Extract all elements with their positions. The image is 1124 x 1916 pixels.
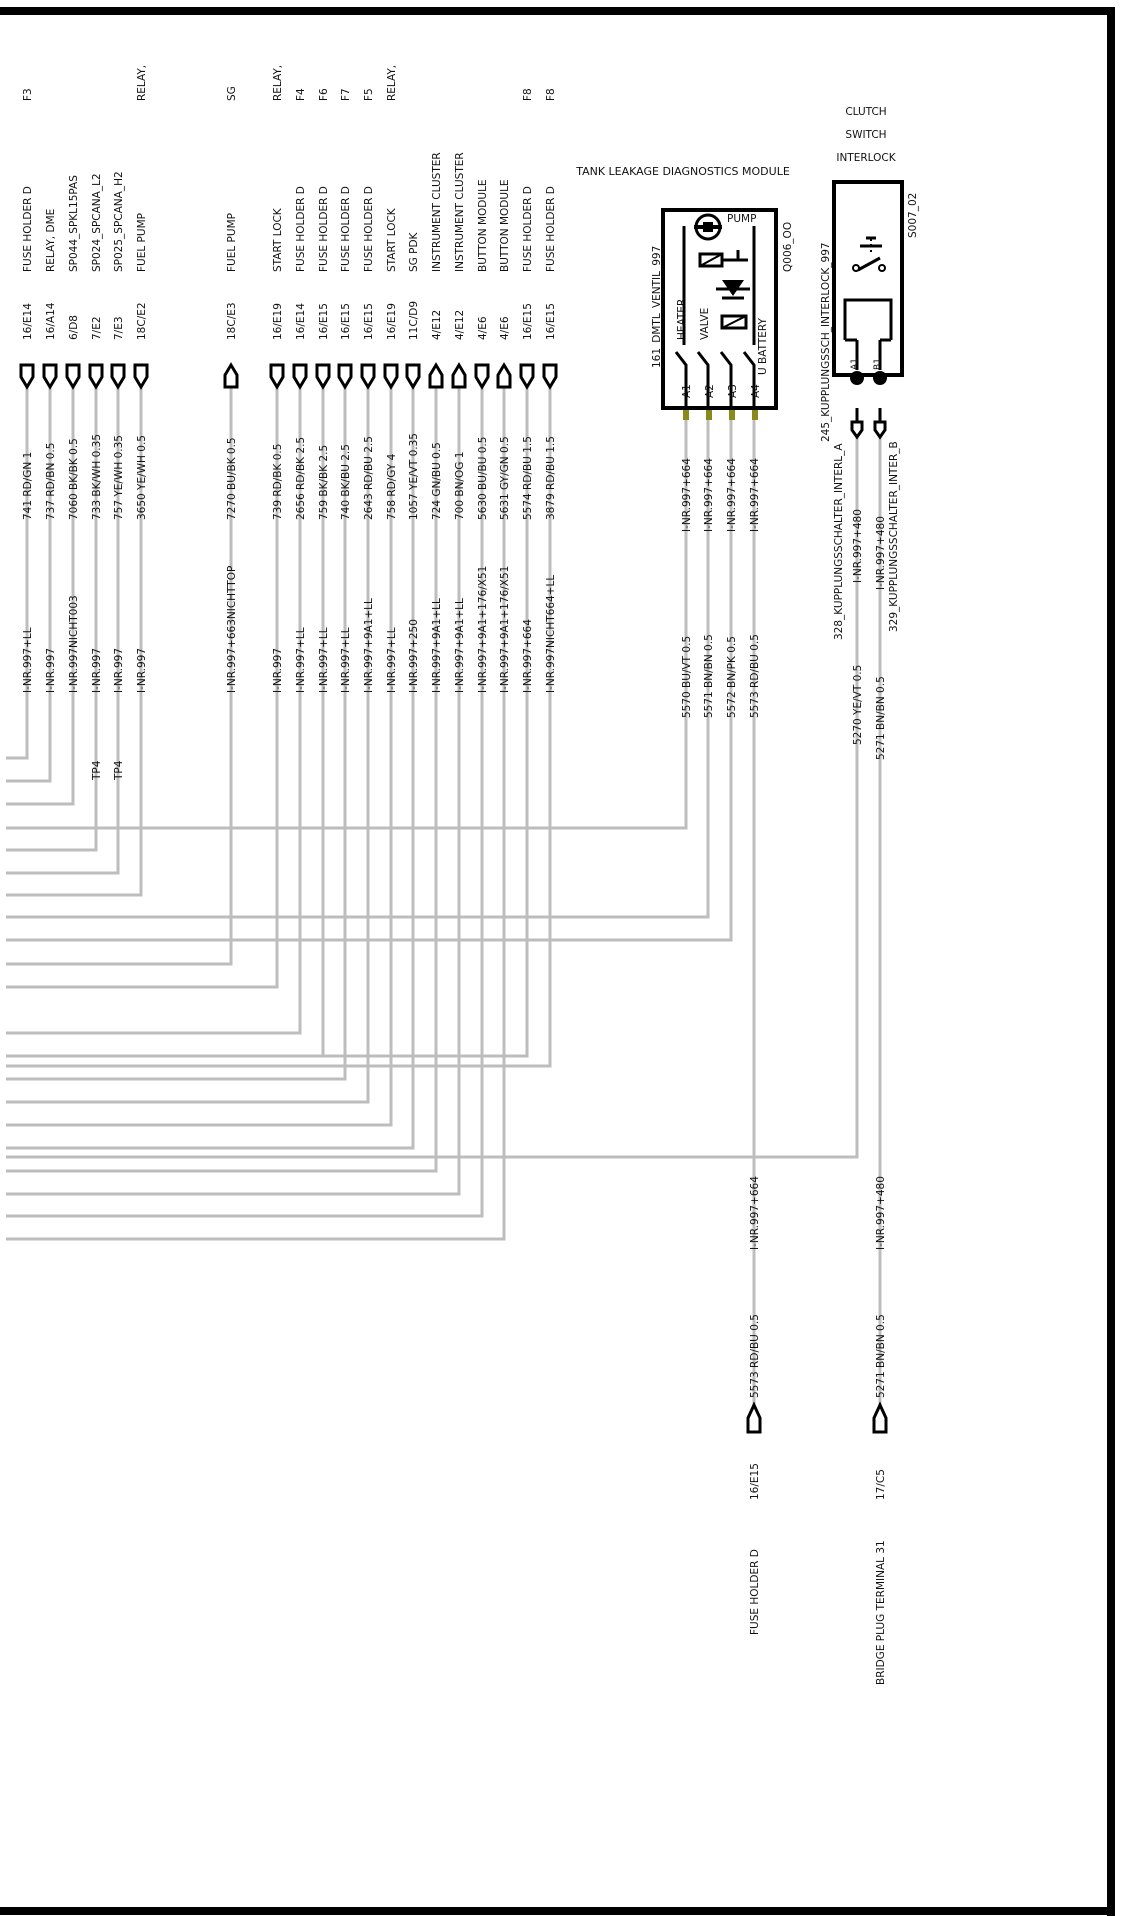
connector-component-label: FUSE HOLDER D bbox=[522, 186, 534, 272]
clutch-plug-a1[interactable] bbox=[852, 422, 862, 437]
connector-variant-label: I-NR.997 bbox=[272, 647, 284, 693]
connector-wire-label: 741 RD/GN 1 bbox=[22, 451, 34, 520]
connector-wire-label: 2643 RD/BU 2.5 bbox=[363, 436, 375, 520]
connector-plug-down[interactable] bbox=[21, 365, 33, 387]
connector-plug-down[interactable] bbox=[271, 365, 283, 387]
clutch-switch-interlock bbox=[820, 106, 919, 640]
connector-variant-label: I-NR.997+9A1+LL bbox=[431, 598, 443, 693]
connector-fuse-label: RELAY, bbox=[386, 64, 398, 101]
connector-component-label: FUSE HOLDER D bbox=[340, 186, 352, 272]
bottom-pin-label: 16/E15 bbox=[749, 1463, 761, 1500]
connector-plug-down[interactable] bbox=[544, 365, 556, 387]
connector-component-label: FUSE HOLDER D bbox=[22, 186, 34, 272]
connector-fuse-label: F4 bbox=[295, 88, 307, 101]
connector-fuse-label: F5 bbox=[363, 88, 375, 101]
connector-pin-label: 7/E2 bbox=[91, 316, 103, 340]
tank-wire-label: 5570 BU/VT 0.5 bbox=[681, 635, 693, 718]
switch-frame-icon bbox=[845, 300, 891, 340]
clutch-wire-label: 5270 YE/VT 0.5 bbox=[852, 664, 864, 745]
connector-component-label: SP044_SPKL15PAS bbox=[68, 175, 80, 272]
connector-component-label: INSTRUMENT CLUSTER bbox=[431, 152, 443, 272]
label-layer bbox=[22, 65, 887, 1685]
connector-wire-label: 1057 YE/VT 0.35 bbox=[408, 433, 420, 520]
bottom-wire-label: 5271 BN/BN 0.5 bbox=[875, 1314, 887, 1398]
tank-pin-terminal[interactable] bbox=[706, 410, 712, 420]
connector-variant-label: I-NR.997 bbox=[113, 647, 125, 693]
connector-plug-down[interactable] bbox=[476, 365, 488, 387]
tank-label-ubattery: U BATTERY bbox=[757, 318, 769, 375]
tank-label-heater: HEATER bbox=[676, 298, 688, 340]
connector-component-label: START LOCK bbox=[386, 208, 398, 272]
tank-pin-a2: A2 bbox=[704, 384, 716, 398]
tank-wire-label: 5573 RD/BU 0.5 bbox=[749, 634, 761, 718]
connector-pin-label: 4/E6 bbox=[477, 316, 489, 340]
connector-component-label: RELAY, DME bbox=[45, 208, 57, 272]
connector-plug-down[interactable] bbox=[317, 365, 329, 387]
connector-plug-up[interactable] bbox=[430, 365, 442, 387]
bottom-wire-label: 5573 RD/BU 0.5 bbox=[749, 1314, 761, 1398]
connector-variant-label: I-NR.997+9A1+LL bbox=[363, 598, 375, 693]
tank-pin-a3: A3 bbox=[727, 384, 739, 398]
connector-wire-label: 2656 RD/BK 2.5 bbox=[295, 436, 307, 520]
connector-plug-down[interactable] bbox=[44, 365, 56, 387]
connector-variant-label: I-NR.997 bbox=[136, 647, 148, 693]
clutch-name-a: 328_KUPPLUNGSSCHALTER_INTERL_A bbox=[833, 443, 845, 640]
connector-pin-label: 16/E15 bbox=[545, 303, 557, 340]
connector-plug-up[interactable] bbox=[498, 365, 510, 387]
clutch-switch-box[interactable] bbox=[834, 182, 902, 375]
connector-pin-label: 18C/E2 bbox=[136, 302, 148, 340]
connector-component-label: FUEL PUMP bbox=[136, 213, 148, 272]
connector-component-label: SG PDK bbox=[408, 232, 420, 272]
connector-component-label: SP025_SPCANA_H2 bbox=[113, 171, 125, 272]
tank-pin-terminal[interactable] bbox=[729, 410, 735, 420]
wire[interactable] bbox=[6, 387, 368, 1102]
connector-pin-label: 6/D8 bbox=[68, 315, 80, 340]
tank-leakage-module bbox=[575, 165, 794, 420]
connector-pin-label: 16/E19 bbox=[386, 303, 398, 340]
connector-pin-label: 11C/D9 bbox=[408, 301, 420, 340]
connector-component-label: FUSE HOLDER D bbox=[318, 186, 330, 272]
connector-component-label: FUEL PUMP bbox=[226, 213, 238, 272]
connector-component-label: FUSE HOLDER D bbox=[295, 186, 307, 272]
clutch-code: S007_02 bbox=[907, 192, 919, 238]
connector-plug-down[interactable] bbox=[67, 365, 79, 387]
connector-pin-label: 16/E15 bbox=[318, 303, 330, 340]
bottom-component-label: BRIDGE PLUG TERMINAL 31 bbox=[875, 1540, 887, 1685]
connector-fuse-label: F8 bbox=[522, 88, 534, 101]
connector-component-label: BUTTON MODULE bbox=[477, 179, 489, 272]
wire-layer bbox=[6, 387, 880, 1405]
connector-plug-down[interactable] bbox=[112, 365, 124, 387]
connector-wire-label: 3879 RD/BU 1.5 bbox=[545, 436, 557, 520]
connector-wire-label: 739 RD/BK 0.5 bbox=[272, 443, 284, 520]
bottom-connector-plug-up[interactable] bbox=[748, 1405, 760, 1432]
connector-pin-label: 16/E19 bbox=[272, 303, 284, 340]
connector-fuse-label: F3 bbox=[22, 88, 34, 101]
connector-variant-label: I-NR.997+9A1+176/X51 bbox=[477, 565, 489, 693]
connector-testpoint-label: TP4 bbox=[91, 760, 103, 780]
connector-pin-label: 4/E12 bbox=[431, 309, 443, 340]
connector-variant-label: I-NR.997+LL bbox=[295, 627, 307, 693]
connector-pin-label: 16/E15 bbox=[522, 303, 534, 340]
tank-pin-terminal[interactable] bbox=[752, 410, 758, 420]
wire[interactable] bbox=[6, 387, 73, 804]
clutch-title-line-1: CLUTCH bbox=[845, 106, 887, 118]
connector-variant-label: I-NR.997+663NICHTTOP bbox=[226, 565, 238, 693]
tank-wire-label: 5572 BN/PK 0.5 bbox=[726, 636, 738, 718]
bottom-component-label: FUSE HOLDER D bbox=[749, 1549, 761, 1635]
connector-fuse-label: F8 bbox=[545, 88, 557, 101]
clutch-terminal-a1[interactable] bbox=[850, 371, 864, 385]
connector-wire-label: 757 YE/WH 0.35 bbox=[113, 435, 125, 520]
bottom-connector-plug-up[interactable] bbox=[874, 1405, 886, 1432]
wire[interactable] bbox=[6, 387, 27, 758]
wire[interactable] bbox=[6, 387, 391, 1125]
connector-pin-label: 16/A14 bbox=[45, 302, 57, 340]
tank-wire[interactable] bbox=[6, 420, 708, 917]
connector-variant-label: I-NR.997+664 bbox=[522, 619, 534, 693]
connector-component-label: BUTTON MODULE bbox=[499, 179, 511, 272]
connector-wire-label: 7270 BU/BK 0.5 bbox=[226, 437, 238, 520]
connector-fuse-label: F7 bbox=[340, 88, 352, 101]
tank-variant-label: I-NR.997+664 bbox=[749, 458, 761, 532]
clutch-wire-label: 5271 BN/BN 0.5 bbox=[875, 676, 887, 760]
connector-variant-label: I-NR.997NICHT003 bbox=[68, 595, 80, 693]
tank-label-valve: VALVE bbox=[699, 307, 711, 340]
tank-module-code: Q006_OO bbox=[782, 221, 794, 272]
connector-component-label: START LOCK bbox=[272, 208, 284, 272]
tank-pin-a4: A4 bbox=[750, 384, 762, 398]
connector-plug-down[interactable] bbox=[407, 365, 419, 387]
connector-plug-down[interactable] bbox=[385, 365, 397, 387]
connector-wire-label: 733 BK/WH 0.35 bbox=[91, 434, 103, 520]
connector-plug-down[interactable] bbox=[362, 365, 374, 387]
connector-wire-label: 3650 YE/WH 0.5 bbox=[136, 435, 148, 520]
connector-variant-label: I-NR.997NICHT664+LL bbox=[545, 574, 557, 693]
connector-variant-label: I-NR.997+LL bbox=[386, 627, 398, 693]
connector-wire-label: 759 BK/BK 2.5 bbox=[318, 444, 330, 520]
connector-plug-down[interactable] bbox=[521, 365, 533, 387]
clutch-pin-a1: A1 bbox=[850, 358, 860, 370]
connector-plug-up[interactable] bbox=[453, 365, 465, 387]
connector-variant-label: I-NR.997+LL bbox=[22, 627, 34, 693]
connector-variant-label: I-NR.997+9A1+LL bbox=[454, 598, 466, 693]
connector-variant-label: I-NR.997+LL bbox=[318, 627, 330, 693]
clutch-pin-b1: B1 bbox=[873, 358, 883, 370]
connector-pin-label: 16/E15 bbox=[340, 303, 352, 340]
connector-pin-label: 7/E3 bbox=[113, 316, 125, 340]
connector-plug-down[interactable] bbox=[135, 365, 147, 387]
connector-component-label: INSTRUMENT CLUSTER bbox=[454, 152, 466, 272]
clutch-module-name: 245_KUPPLUNGSSCH_INTERLOCK_997 bbox=[820, 242, 832, 442]
tank-pin-terminal[interactable] bbox=[683, 410, 689, 420]
connector-fuse-label: SG bbox=[226, 86, 238, 101]
connector-variant-label: I-NR.997+250 bbox=[408, 619, 420, 693]
wire[interactable] bbox=[6, 387, 504, 1239]
connector-pin-label: 16/E15 bbox=[363, 303, 375, 340]
connector-wire-label: 5630 BU/BU 0.5 bbox=[477, 436, 489, 520]
connector-component-label: FUSE HOLDER D bbox=[363, 186, 375, 272]
clutch-wire-a[interactable] bbox=[6, 437, 857, 1157]
clutch-variant-label: I-NR.997+480 bbox=[875, 516, 887, 590]
connector-fuse-label: F6 bbox=[318, 88, 330, 101]
clutch-plug-b1[interactable] bbox=[875, 422, 885, 437]
connector-wire-label: 5574 RD/BU 1.5 bbox=[522, 436, 534, 520]
connector-wire-label: 724 GN/BU 0.5 bbox=[431, 442, 443, 520]
connector-wire-label: 737 RD/BN 0.5 bbox=[45, 442, 57, 520]
connector-wire-label: 7060 BK/BK 0.5 bbox=[68, 438, 80, 520]
clutch-title-line-3: INTERLOCK bbox=[836, 152, 896, 164]
tank-variant-label: I-NR.997+664 bbox=[726, 458, 738, 532]
connector-wire-label: 5631 GY/GN 0.5 bbox=[499, 436, 511, 520]
tank-variant-label: I-NR.997+664 bbox=[681, 458, 693, 532]
connector-wire-label: 700 BN/OG 1 bbox=[454, 451, 466, 520]
connector-fuse-label: RELAY, bbox=[272, 64, 284, 101]
tank-variant-label: I-NR.997+664 bbox=[703, 458, 715, 532]
tank-label-pump: PUMP bbox=[727, 213, 757, 225]
connector-pin-label: 18C/E3 bbox=[226, 302, 238, 340]
bottom-variant-label: I-NR.997+664 bbox=[749, 1176, 761, 1250]
connector-variant-label: I-NR.997 bbox=[91, 647, 103, 693]
tank-wire-label: 5571 BN/BN 0.5 bbox=[703, 634, 715, 718]
connector-pin-label: 4/E6 bbox=[499, 316, 511, 340]
connector-plug-down[interactable] bbox=[90, 365, 102, 387]
switch-contact-icon bbox=[858, 258, 880, 270]
connector-component-label: SP024_SPCANA_L2 bbox=[91, 173, 103, 272]
clutch-title-line-2: SWITCH bbox=[845, 129, 887, 141]
clutch-terminal-b1[interactable] bbox=[873, 371, 887, 385]
connector-variant-label: I-NR.997 bbox=[45, 647, 57, 693]
bottom-pin-label: 17/C5 bbox=[875, 1469, 887, 1500]
bottom-variant-label: I-NR.997+480 bbox=[875, 1176, 887, 1250]
connector-component-label: FUSE HOLDER D bbox=[545, 186, 557, 272]
connector-pin-label: 4/E12 bbox=[454, 309, 466, 340]
connector-variant-label: I-NR.997+LL bbox=[340, 627, 352, 693]
clutch-variant-label: I-NR.997+480 bbox=[852, 509, 864, 583]
connector-fuse-label: RELAY, bbox=[136, 64, 148, 101]
connector-wire-label: 740 BK/BU 2.5 bbox=[340, 444, 352, 520]
connector-testpoint-label: TP4 bbox=[113, 760, 125, 780]
connector-plug-down[interactable] bbox=[339, 365, 351, 387]
connector-pin-label: 16/E14 bbox=[22, 303, 34, 340]
connector-wire-label: 758 RD/GY 4 bbox=[386, 453, 398, 520]
connector-pin-label: 16/E14 bbox=[295, 303, 307, 340]
tank-pin-a1: A1 bbox=[681, 384, 693, 398]
tank-module-name: 161_DMTL_VENTIL_997 bbox=[651, 245, 663, 368]
wire[interactable] bbox=[6, 387, 527, 1056]
tank-module-title: TANK LEAKAGE DIAGNOSTICS MODULE bbox=[576, 165, 790, 178]
connector-plug-down[interactable] bbox=[294, 365, 306, 387]
connector-plug-up[interactable] bbox=[225, 365, 237, 387]
connector-variant-label: I-NR.997+9A1+176/X51 bbox=[499, 565, 511, 693]
clutch-name-b: 329_KUPPLUNGSSCHALTER_INTER_B bbox=[888, 441, 900, 632]
